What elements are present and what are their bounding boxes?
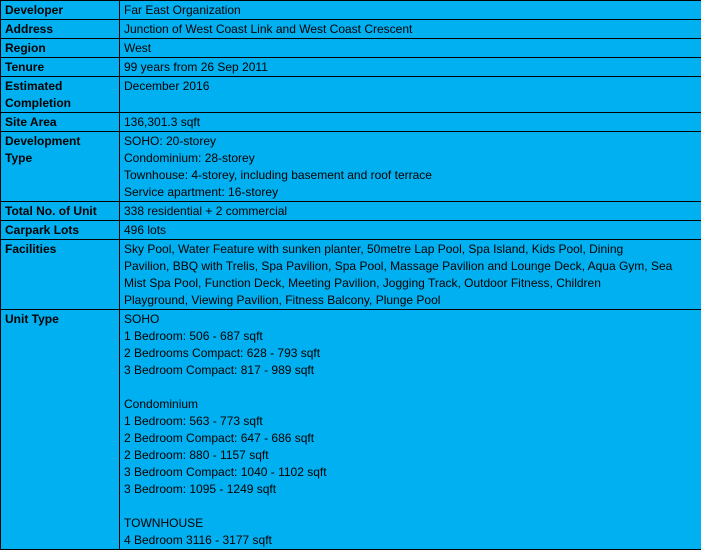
value-line: Sky Pool, Water Feature with sunken planter, 50metre Lap Pool, Spa Island, Kids Pool, Dining xyxy=(124,241,697,258)
value-line: SOHO: 20-storey xyxy=(124,133,697,150)
value-line: 2 Bedroom: 880 - 1157 sqft xyxy=(124,447,697,464)
value-line: Service apartment: 16-storey xyxy=(124,184,697,201)
row-label: Tenure xyxy=(1,58,120,77)
row-value xyxy=(120,202,701,221)
row-value xyxy=(120,240,701,310)
row-label xyxy=(1,77,120,113)
value-line: 1 Bedroom: 506 - 687 sqft xyxy=(124,328,697,345)
value-line: Playground, Viewing Pavilion, Fitness Balcony, Plunge Pool xyxy=(124,292,697,309)
row-unit-type xyxy=(1,310,701,550)
value-line: Pavilion, BBQ with Trelis, Spa Pavilion, Spa Pool, Massage Pavilion and Lounge Deck, Aqua Gym, Sea xyxy=(124,258,697,275)
value-line: Condominium xyxy=(124,396,697,413)
row-label: Site Area xyxy=(1,113,120,132)
value-line: 496 lots xyxy=(124,222,697,239)
value-line: 2 Bedrooms Compact: 628 - 793 sqft xyxy=(124,345,697,362)
row-label-line: Type xyxy=(5,150,115,167)
row-label-line: Development xyxy=(5,133,115,150)
row-value xyxy=(120,1,701,20)
value-line: 99 years from 26 Sep 2011 xyxy=(124,59,697,76)
value-line: 136,301.3 sqft xyxy=(124,114,697,131)
value-line: 3 Bedroom Compact: 817 - 989 sqft xyxy=(124,362,697,379)
value-line: Far East Organization xyxy=(124,2,697,19)
value-line: Townhouse: 4-storey, including basement and roof terrace xyxy=(124,167,697,184)
value-line: 1 Bedroom: 563 - 773 sqft xyxy=(124,413,697,430)
row-value xyxy=(120,221,701,240)
row-label: Region xyxy=(1,39,120,58)
row-label: Developer xyxy=(1,1,120,20)
row-value xyxy=(120,20,701,39)
row-label xyxy=(1,132,120,202)
value-line: SOHO xyxy=(124,311,697,328)
row-value xyxy=(120,77,701,113)
row-label: Total No. of Unit xyxy=(1,202,120,221)
value-line: 4 Bedroom 3116 - 3177 sqft xyxy=(124,532,697,549)
row-carpark-lots xyxy=(1,221,701,240)
value-line: Junction of West Coast Link and West Coast Crescent xyxy=(124,21,697,38)
row-label: Carpark Lots xyxy=(1,221,120,240)
row-label-line: Completion xyxy=(5,95,115,112)
value-line: December 2016 xyxy=(124,78,697,95)
row-site-area xyxy=(1,113,701,132)
value-line: 338 residential + 2 commercial xyxy=(124,203,697,220)
value-line xyxy=(124,379,697,396)
row-value xyxy=(120,310,701,550)
row-estimated-completion xyxy=(1,77,701,113)
row-value xyxy=(120,132,701,202)
value-line: 3 Bedroom Compact: 1040 - 1102 sqft xyxy=(124,464,697,481)
row-label: Address xyxy=(1,20,120,39)
value-line: TOWNHOUSE xyxy=(124,515,697,532)
row-tenure xyxy=(1,58,701,77)
row-total-no-of-unit xyxy=(1,202,701,221)
row-label: Unit Type xyxy=(1,310,120,550)
value-line xyxy=(124,498,697,515)
row-facilities xyxy=(1,240,701,310)
value-line: 3 Bedroom: 1095 - 1249 sqft xyxy=(124,481,697,498)
value-line: Mist Spa Pool, Function Deck, Meeting Pavilion, Jogging Track, Outdoor Fitness, Children xyxy=(124,275,697,292)
value-line: Condominium: 28-storey xyxy=(124,150,697,167)
row-label-line: Estimated xyxy=(5,78,115,95)
row-label: Facilities xyxy=(1,240,120,310)
row-address xyxy=(1,20,701,39)
row-value xyxy=(120,58,701,77)
row-region xyxy=(1,39,701,58)
table-body xyxy=(1,1,701,550)
value-line: 2 Bedroom Compact: 647 - 686 sqft xyxy=(124,430,697,447)
row-developer xyxy=(1,1,701,20)
row-value xyxy=(120,113,701,132)
value-line: West xyxy=(124,40,697,57)
row-development-type xyxy=(1,132,701,202)
row-value xyxy=(120,39,701,58)
